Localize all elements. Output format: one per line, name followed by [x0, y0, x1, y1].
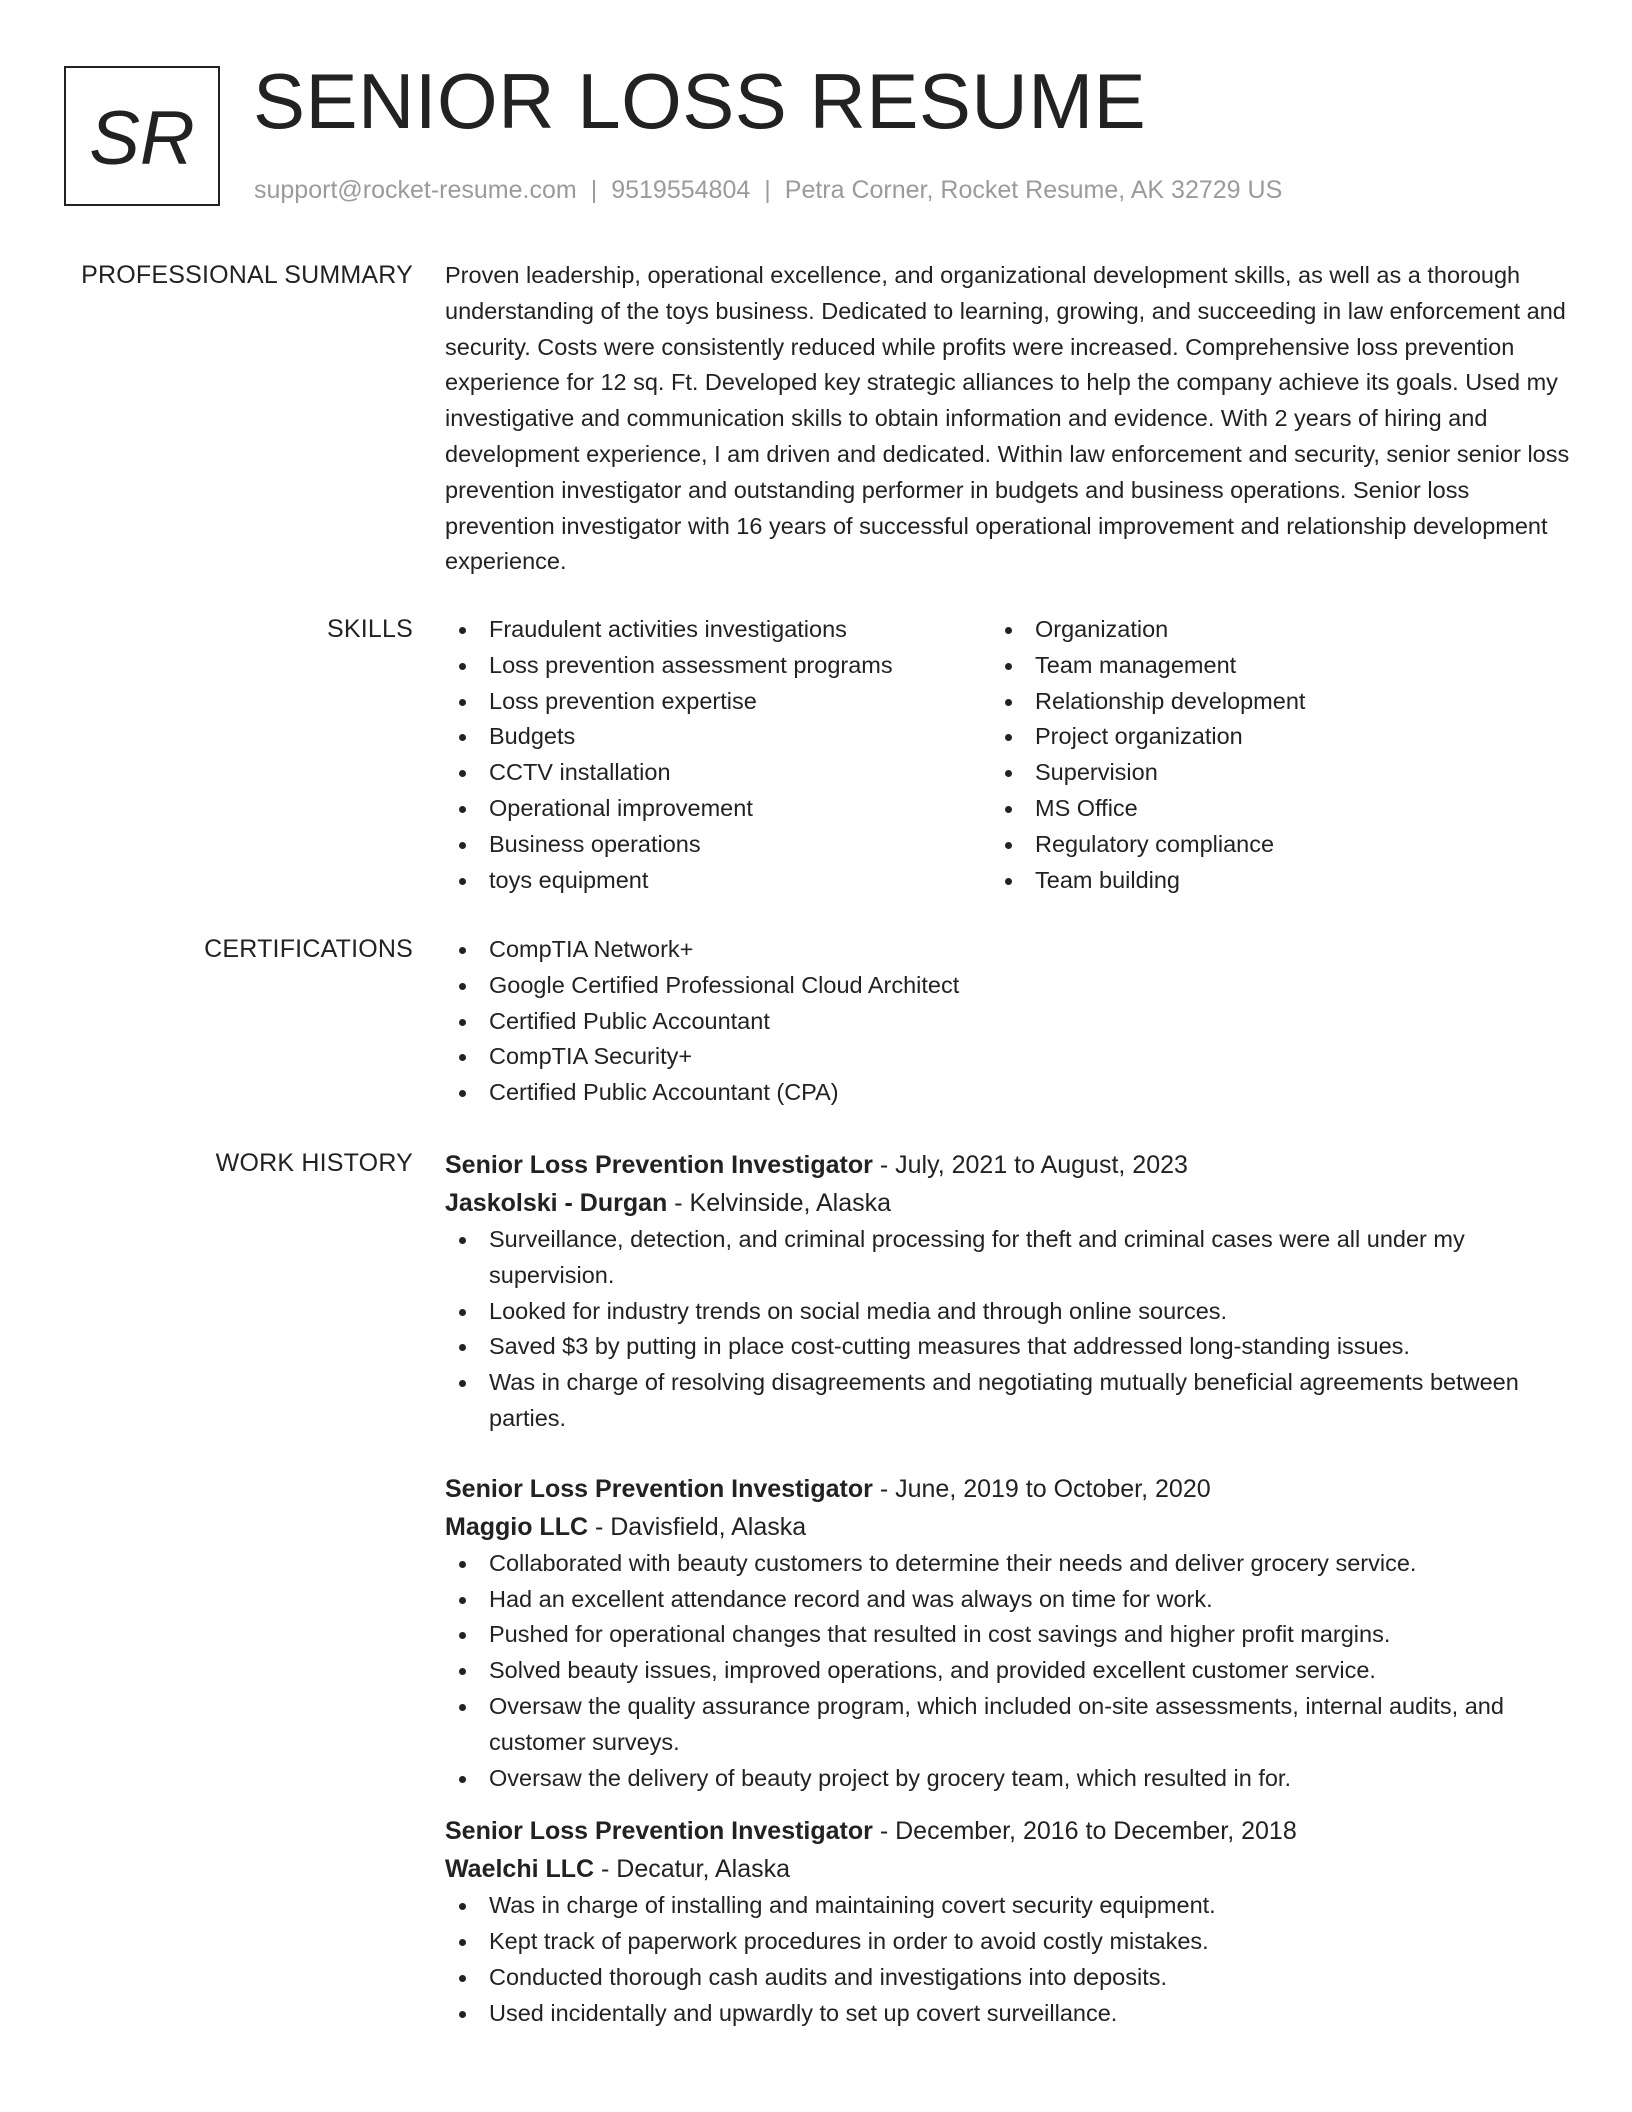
- job-company-line: [445, 1508, 1570, 1546]
- job-dates: - June, 2019 to October, 2020: [872, 1474, 1211, 1503]
- skill-item: Loss prevention assessment programs: [445, 648, 991, 684]
- skill-item: MS Office: [991, 791, 1537, 827]
- job-bullet: Had an excellent attendance record and was always on time for work.: [445, 1582, 1570, 1618]
- job-bullet-list: [445, 1888, 1570, 2031]
- contact-separator: |: [590, 176, 598, 204]
- job-bullet: Was in charge of resolving disagreements and negotiating mutually beneficial agreements between parties.: [445, 1365, 1570, 1437]
- skill-item: Supervision: [991, 755, 1537, 791]
- job-role: Senior Loss Prevention Investigator: [445, 1151, 873, 1179]
- job-entry: [445, 1146, 1570, 1437]
- skill-item: Fraudulent activities investigations: [445, 612, 991, 648]
- job-bullet: Conducted thorough cash audits and investigations into deposits.: [445, 1960, 1570, 1996]
- job-bullet: Looked for industry trends on social media and through online sources.: [445, 1294, 1570, 1330]
- job-company: Maggio LLC: [445, 1512, 589, 1541]
- job-bullet: Collaborated with beauty customers to determine their needs and deliver grocery service.: [445, 1546, 1570, 1582]
- skill-item: CCTV installation: [445, 755, 991, 791]
- certification-item: Certified Public Accountant (CPA): [445, 1075, 1570, 1111]
- job-bullet-list: [445, 1546, 1570, 1797]
- skill-item: Business operations: [445, 827, 991, 863]
- skills-title: SKILLS: [327, 615, 413, 643]
- work-history-body: [445, 1146, 1570, 2032]
- contact-email: support@rocket-resume.com: [254, 176, 577, 204]
- job-bullet: Saved $3 by putting in place cost-cutting measures that addressed long-standing issues.: [445, 1329, 1570, 1365]
- job-bullet: Oversaw the delivery of beauty project by grocery team, which resulted in for.: [445, 1761, 1570, 1797]
- job-company-line: [445, 1184, 1570, 1222]
- monogram-badge: [64, 66, 220, 206]
- skills-columns: [445, 612, 1570, 898]
- job-bullet: Pushed for operational changes that resulted in cost savings and higher profit margins.: [445, 1617, 1570, 1653]
- certification-item: Google Certified Professional Cloud Architect: [445, 968, 1570, 1004]
- certification-item: Certified Public Accountant: [445, 1004, 1570, 1040]
- skills-left-list: [445, 612, 991, 898]
- skill-item: Team building: [991, 863, 1537, 899]
- skills-right-list: [991, 612, 1537, 898]
- skill-item: Project organization: [991, 719, 1537, 755]
- certifications-list: [445, 932, 1570, 1111]
- job-role: Senior Loss Prevention Investigator: [445, 1817, 873, 1846]
- certification-item: CompTIA Network+: [445, 932, 1570, 968]
- skill-item: Organization: [991, 612, 1537, 648]
- skill-item: Operational improvement: [445, 791, 991, 827]
- job-bullet: Kept track of paperwork procedures in order to avoid costly mistakes.: [445, 1924, 1570, 1960]
- skill-item: toys equipment: [445, 863, 991, 899]
- skill-item: Loss prevention expertise: [445, 684, 991, 720]
- job-title-line: [445, 1470, 1570, 1508]
- contact-phone: 9519554804: [611, 176, 751, 204]
- contact-separator: |: [764, 176, 771, 204]
- job-bullet: Used incidentally and upwardly to set up covert surveillance.: [445, 1996, 1570, 2032]
- certifications-body: [445, 932, 1570, 1111]
- job-title-line: [445, 1146, 1570, 1184]
- job-bullet: Was in charge of installing and maintaining covert security equipment.: [445, 1888, 1570, 1924]
- job-dates: - December, 2016 to December, 2018: [872, 1817, 1297, 1846]
- contact-line: [254, 174, 1282, 206]
- job-title-line: [445, 1812, 1570, 1850]
- certification-item: CompTIA Security+: [445, 1039, 1570, 1075]
- job-company: Jaskolski - Durgan: [445, 1189, 668, 1217]
- job-company: Waelchi LLC: [445, 1855, 595, 1884]
- summary-body: [445, 258, 1570, 580]
- job-bullet: Oversaw the quality assurance program, which included on-site assessments, internal audits, and customer surveys.: [445, 1689, 1570, 1761]
- job-company-line: [445, 1850, 1570, 1888]
- job-entry: [445, 1470, 1570, 1797]
- monogram-initials: SR: [89, 95, 195, 181]
- job-location: - Decatur, Alaska: [594, 1855, 791, 1884]
- certifications-title: CERTIFICATIONS: [204, 935, 413, 963]
- job-dates: - July, 2021 to August, 2023: [872, 1151, 1188, 1179]
- skill-item: Regulatory compliance: [991, 827, 1537, 863]
- job-bullet: Solved beauty issues, improved operations, and provided excellent customer service.: [445, 1653, 1570, 1689]
- job-bullet-list: [445, 1222, 1570, 1437]
- resume-name: SENIOR LOSS RESUME: [253, 57, 1147, 145]
- skill-item: Team management: [991, 648, 1537, 684]
- job-location: - Kelvinside, Alaska: [667, 1189, 892, 1217]
- skill-item: Budgets: [445, 719, 991, 755]
- job-bullet: Surveillance, detection, and criminal processing for theft and criminal cases were all under my supervision.: [445, 1222, 1570, 1294]
- summary-text: Proven leadership, operational excellence, and organizational development skills, as well as a thorough understanding of the toys business. Dedicated to learning, growing, and succeeding in law enforcement and security. Costs were consistently reduced while profits were increased. Comprehensive loss prevention experience for 12 sq. Ft. Developed key strategic alliances to help the company achieve its goals. Used my investigative and communication skills to obtain information and evidence. With 2 years of hiring and development experience, I am driven and dedicated. Within law enforcement and security, senior senior loss prevention investigator and outstanding performer in budgets and business operations. Senior loss prevention investigator with 16 years of successful operational improvement and relationship development experience.: [445, 262, 1570, 575]
- job-entry: [445, 1812, 1570, 2031]
- summary-title: PROFESSIONAL SUMMARY: [81, 261, 413, 289]
- contact-address: Petra Corner, Rocket Resume, AK 32729 US: [784, 176, 1283, 204]
- work-history-title: WORK HISTORY: [215, 1149, 413, 1177]
- job-role: Senior Loss Prevention Investigator: [445, 1474, 873, 1503]
- skills-body: [445, 612, 1570, 898]
- job-location: - Davisfield, Alaska: [588, 1512, 807, 1541]
- skill-item: Relationship development: [991, 684, 1537, 720]
